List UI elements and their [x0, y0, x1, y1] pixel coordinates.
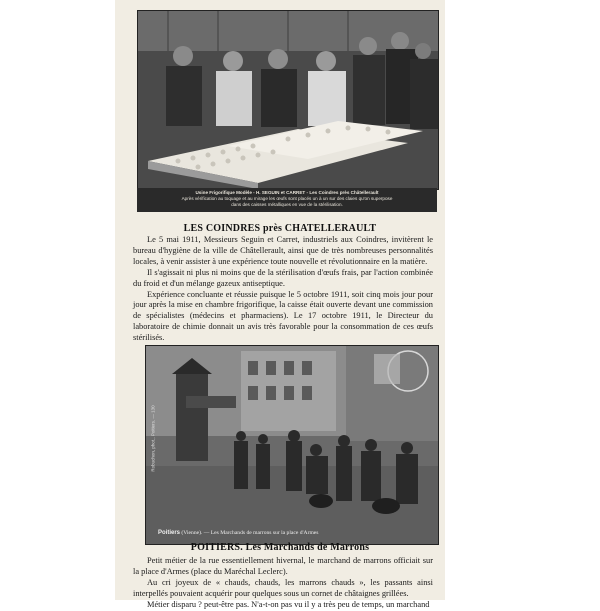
- egg-photo-caption-line3: dans des caisses métalliques en vue de la stérilisation.: [231, 201, 343, 207]
- postcard-caption-place: Poitiers: [158, 530, 181, 536]
- postcard-publisher-text: Robuchon, phot., Poitiers. — 130: [150, 405, 156, 472]
- paragraph: Au cri joyeux de « chauds, chauds, les marrons chauds », les passants ainsi interpellés pouvaient acquérir pour quelques sous un cornet de châtaignes grillées.: [133, 577, 433, 598]
- section-body-poitiers: [133, 556, 433, 611]
- chestnut-sellers-postcard: [145, 345, 439, 545]
- section-heading-coindres: LES COINDRES près CHATELLERAULT: [183, 223, 377, 234]
- paragraph: Expérience concluante et réussie puisque le 5 octobre 1911, soit cinq mois jour pour jour après la mise en chambre frigorifique, la caisse était ouverte devant une commission de spécialistes (médecins et pharmaciens). Le 17 octobre 1911, le Directeur du laboratoire de chimie donnait un avis très favorable pour la consommation de ces œufs stérilisés.: [133, 289, 433, 343]
- section-heading-poitiers: POITIERS. Les Marchands de Marrons: [190, 542, 370, 553]
- book-page: [115, 0, 445, 609]
- postcard-caption-text: (Vienne). — Les Marchands de marrons sur la place d'Armes: [181, 530, 319, 536]
- postcard-caption: [158, 530, 428, 536]
- section-body-coindres: [133, 235, 433, 344]
- egg-photo-caption: [137, 188, 437, 212]
- paragraph: Le 5 mai 1911, Messieurs Seguin et Carret, industriels aux Coindres, invitèrent le bureau d'hygiène de la ville de Châtellerault, ainsi que de très nombreuses personnalités locales, à venir assister à une expérience toute nouvelle et révolutionnaire en la matière.: [133, 235, 433, 266]
- paragraph: Petit métier de la rue essentiellement hivernal, le marchand de marrons officiait sur la place d'Armes (place du Maréchal Leclerc).: [133, 556, 433, 576]
- egg-factory-photo: [137, 10, 439, 190]
- egg-photo-caption-line2: Après vérification au toquage et au mirage les œufs sont placés un à un sur des claies qu'on superpose: [181, 195, 393, 201]
- paragraph: Métier disparu ? peut-être pas. N'a-t-on pas vu il y a très peu de temps, un marchand: [147, 599, 430, 609]
- egg-photo-caption-title: Usine Frigorifique Modèle - H. SEGUIN et CARRET - Les Coindres près Châtellerault: [195, 190, 379, 195]
- paragraph: Il s'agissait ni plus ni moins que de la stérilisation d'œufs frais, par l'action combinée du froid et d'un mélange gazeux antiseptique.: [133, 267, 433, 288]
